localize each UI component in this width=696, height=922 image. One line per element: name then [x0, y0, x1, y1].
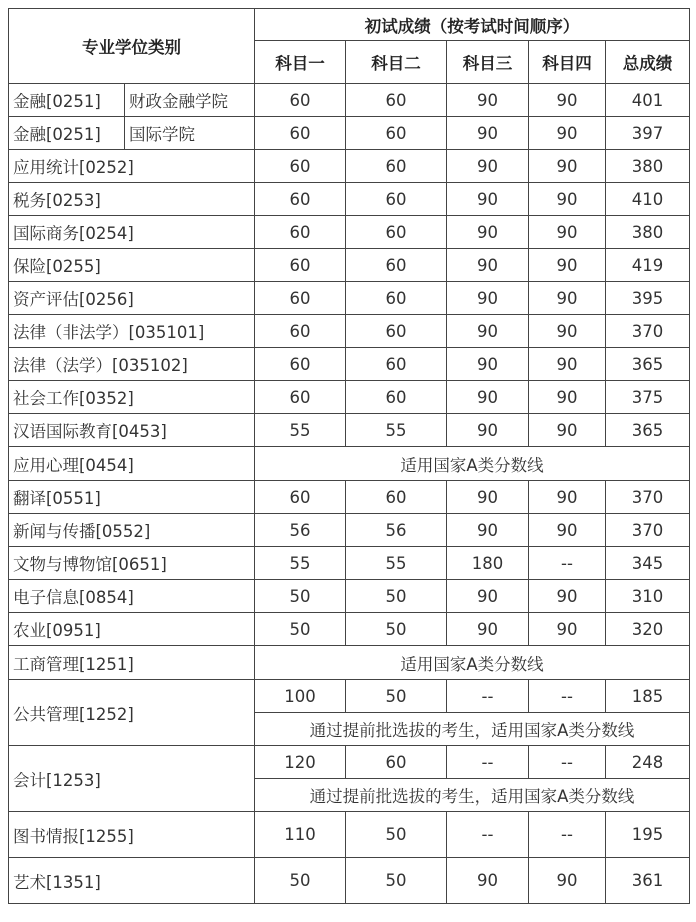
category-cell: 资产评估[0256] [9, 282, 255, 315]
category-cell: 电子信息[0854] [9, 580, 255, 613]
note-cell: 适用国家A类分数线 [255, 447, 690, 481]
table-row [9, 282, 690, 315]
category-header: 专业学位类别 [9, 9, 255, 84]
subject1-cell: 60 [255, 249, 346, 282]
subject2-cell: 60 [346, 381, 447, 414]
category-cell: 汉语国际教育[0453] [9, 414, 255, 447]
subject3-cell: -- [447, 680, 529, 713]
school-cell: 国际学院 [125, 117, 255, 150]
table-row [9, 481, 690, 514]
subject1-cell: 60 [255, 150, 346, 183]
subject4-cell: 90 [529, 282, 606, 315]
subject1-cell: 60 [255, 315, 346, 348]
subject3-cell: 90 [447, 150, 529, 183]
subject4-cell: 90 [529, 481, 606, 514]
subject3-cell: 90 [447, 249, 529, 282]
table-row [9, 216, 690, 249]
subject2-cell: 60 [346, 150, 447, 183]
total-cell: 380 [606, 150, 690, 183]
subject1-cell: 60 [255, 481, 346, 514]
subject1-cell: 110 [255, 812, 346, 858]
table-row [9, 514, 690, 547]
total-cell: 365 [606, 414, 690, 447]
subject1-cell: 55 [255, 547, 346, 580]
total-cell: 380 [606, 216, 690, 249]
subject3-cell: 90 [447, 580, 529, 613]
subject3-cell: 90 [447, 315, 529, 348]
subject1-cell: 50 [255, 580, 346, 613]
table-row [9, 447, 690, 481]
table-row [9, 746, 690, 779]
total-cell: 419 [606, 249, 690, 282]
subject4-cell: 90 [529, 117, 606, 150]
total-cell: 248 [606, 746, 690, 779]
total-cell: 370 [606, 315, 690, 348]
table-row [9, 858, 690, 904]
subject2-cell: 60 [346, 481, 447, 514]
total-cell: 370 [606, 481, 690, 514]
subject2-cell: 60 [346, 746, 447, 779]
note-cell: 通过提前批选拔的考生，适用国家A类分数线 [255, 779, 690, 812]
category-cell: 新闻与传播[0552] [9, 514, 255, 547]
subject2-cell: 56 [346, 514, 447, 547]
note-cell: 通过提前批选拔的考生，适用国家A类分数线 [255, 713, 690, 746]
subject1-cell: 60 [255, 183, 346, 216]
subject2-header: 科目二 [346, 41, 447, 84]
subject4-cell: 90 [529, 183, 606, 216]
subject3-cell: 90 [447, 84, 529, 117]
total-cell: 361 [606, 858, 690, 904]
subject4-cell: 90 [529, 381, 606, 414]
total-cell: 401 [606, 84, 690, 117]
score-group-header: 初试成绩（按考试时间顺序） [255, 9, 690, 41]
total-header: 总成绩 [606, 41, 690, 84]
subject3-cell: 90 [447, 381, 529, 414]
subject4-cell: 90 [529, 84, 606, 117]
table-row [9, 812, 690, 858]
total-cell: 397 [606, 117, 690, 150]
subject4-cell: 90 [529, 514, 606, 547]
total-cell: 365 [606, 348, 690, 381]
subject4-cell: 90 [529, 580, 606, 613]
category-cell: 应用心理[0454] [9, 447, 255, 481]
subject1-cell: 50 [255, 858, 346, 904]
category-cell: 法律（非法学）[035101] [9, 315, 255, 348]
table-row [9, 381, 690, 414]
subject3-header: 科目三 [447, 41, 529, 84]
table-row [9, 84, 690, 117]
subject4-cell: -- [529, 547, 606, 580]
subject4-cell: 90 [529, 216, 606, 249]
table-row [9, 183, 690, 216]
table-row [9, 580, 690, 613]
subject4-cell: -- [529, 746, 606, 779]
table-row [9, 117, 690, 150]
subject3-cell: -- [447, 746, 529, 779]
subject1-cell: 60 [255, 381, 346, 414]
school-cell: 财政金融学院 [125, 84, 255, 117]
subject1-cell: 60 [255, 282, 346, 315]
subject4-cell: 90 [529, 414, 606, 447]
subject2-cell: 60 [346, 183, 447, 216]
total-cell: 320 [606, 613, 690, 646]
subject4-cell: -- [529, 812, 606, 858]
subject2-cell: 60 [346, 84, 447, 117]
total-cell: 195 [606, 812, 690, 858]
total-cell: 375 [606, 381, 690, 414]
subject1-cell: 56 [255, 514, 346, 547]
category-cell: 翻译[0551] [9, 481, 255, 514]
subject4-cell: 90 [529, 858, 606, 904]
subject1-cell: 50 [255, 613, 346, 646]
subject2-cell: 60 [346, 216, 447, 249]
category-cell: 图书情报[1255] [9, 812, 255, 858]
subject3-cell: 90 [447, 414, 529, 447]
category-cell: 国际商务[0254] [9, 216, 255, 249]
subject1-cell: 60 [255, 84, 346, 117]
table-row [9, 150, 690, 183]
category-cell: 金融[0251] [9, 117, 125, 150]
subject2-cell: 60 [346, 348, 447, 381]
subject4-cell: 90 [529, 348, 606, 381]
subject4-cell: -- [529, 680, 606, 713]
table-row [9, 249, 690, 282]
category-cell: 会计[1253] [9, 746, 255, 812]
subject3-cell: 90 [447, 117, 529, 150]
category-cell: 金融[0251] [9, 84, 125, 117]
subject2-cell: 55 [346, 414, 447, 447]
subject1-cell: 60 [255, 348, 346, 381]
total-cell: 185 [606, 680, 690, 713]
table-row [9, 547, 690, 580]
subject2-cell: 50 [346, 680, 447, 713]
category-cell: 公共管理[1252] [9, 680, 255, 746]
subject4-cell: 90 [529, 315, 606, 348]
category-cell: 应用统计[0252] [9, 150, 255, 183]
subject1-cell: 60 [255, 117, 346, 150]
subject4-cell: 90 [529, 150, 606, 183]
subject3-cell: 90 [447, 858, 529, 904]
table-row [9, 315, 690, 348]
category-cell: 文物与博物馆[0651] [9, 547, 255, 580]
category-cell: 法律（法学）[035102] [9, 348, 255, 381]
total-cell: 395 [606, 282, 690, 315]
table-row [9, 348, 690, 381]
subject3-cell: 90 [447, 216, 529, 249]
subject2-cell: 50 [346, 580, 447, 613]
subject3-cell: 90 [447, 282, 529, 315]
category-cell: 艺术[1351] [9, 858, 255, 904]
subject1-cell: 100 [255, 680, 346, 713]
category-cell: 社会工作[0352] [9, 381, 255, 414]
subject2-cell: 50 [346, 858, 447, 904]
subject1-cell: 55 [255, 414, 346, 447]
table-row [9, 680, 690, 713]
table-row [9, 646, 690, 680]
subject4-header: 科目四 [529, 41, 606, 84]
subject1-cell: 60 [255, 216, 346, 249]
subject4-cell: 90 [529, 613, 606, 646]
table-row [9, 613, 690, 646]
subject3-cell: 90 [447, 481, 529, 514]
note-cell: 适用国家A类分数线 [255, 646, 690, 680]
subject2-cell: 50 [346, 613, 447, 646]
subject1-header: 科目一 [255, 41, 346, 84]
subject3-cell: 90 [447, 613, 529, 646]
subject3-cell: 180 [447, 547, 529, 580]
table-row [9, 414, 690, 447]
category-cell: 农业[0951] [9, 613, 255, 646]
subject2-cell: 55 [346, 547, 447, 580]
subject2-cell: 60 [346, 282, 447, 315]
category-cell: 税务[0253] [9, 183, 255, 216]
category-cell: 保险[0255] [9, 249, 255, 282]
total-cell: 345 [606, 547, 690, 580]
subject4-cell: 90 [529, 249, 606, 282]
total-cell: 310 [606, 580, 690, 613]
subject2-cell: 60 [346, 249, 447, 282]
total-cell: 370 [606, 514, 690, 547]
subject2-cell: 60 [346, 117, 447, 150]
total-cell: 410 [606, 183, 690, 216]
subject3-cell: 90 [447, 514, 529, 547]
subject2-cell: 50 [346, 812, 447, 858]
subject3-cell: 90 [447, 183, 529, 216]
subject3-cell: -- [447, 812, 529, 858]
score-table [8, 8, 690, 904]
category-cell: 工商管理[1251] [9, 646, 255, 680]
subject1-cell: 120 [255, 746, 346, 779]
subject2-cell: 60 [346, 315, 447, 348]
subject3-cell: 90 [447, 348, 529, 381]
